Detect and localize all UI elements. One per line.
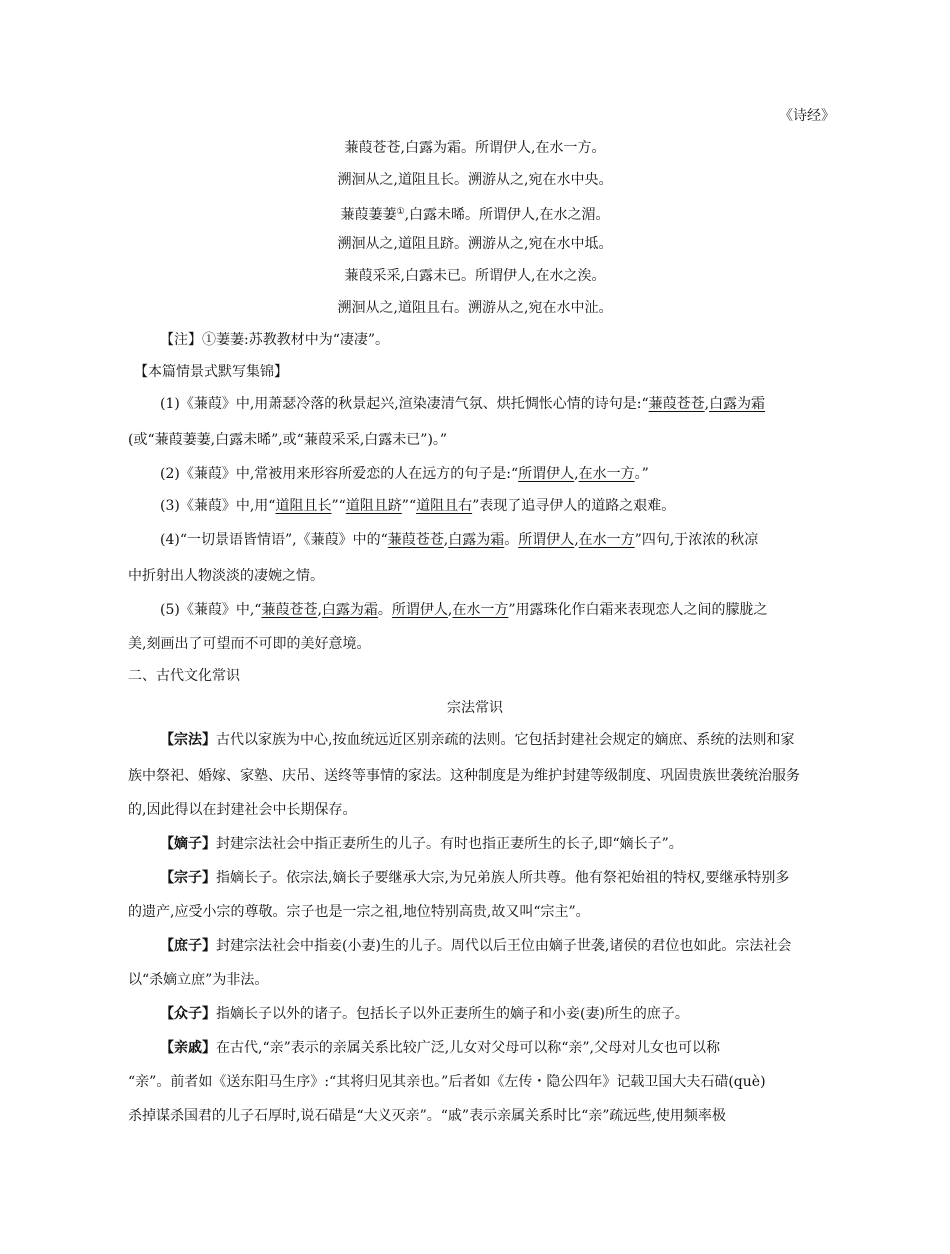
term-zhongzi: 【众子】指嫡长子以外的诸子。包括长子以外正妻所生的嫡子和小妾(妻)所生的庶子。 [160,1006,689,1022]
collection-title: 【本篇情景式默写集锦】 [134,364,288,380]
question-2: (2)《蒹葭》中,常被用来形容所爱恋的人在远方的句子是:“所谓伊人,在水一方。” [160,466,649,482]
section-heading: 二、古代文化常识 [128,668,240,684]
question-5: (5)《蒹葭》中,“蒹葭苍苍,白露为霜。所谓伊人,在水一方”用露珠化作白霜来表现恋人之间的朦胧之 [160,602,768,618]
term-qinqi: 【亲戚】在古代,“亲”表示的亲属关系比较广泛,儿女对父母可以称“亲”,父母对儿女也可以称 [160,1040,720,1056]
term-qinqi-cont: “亲”。前者如《送东阳马生序》:“其将归见其亲也。”后者如《左传・隐公四年》记载卫国大夫石碏(què) [128,1074,766,1090]
term-shuzi: 【庶子】封建宗法社会中指妾(小妻)生的儿子。周代以后王位由嫡子世袭,诸侯的君位也如此。宗法社会 [160,938,792,954]
term-zongfa: 【宗法】古代以家族为中心,按血统远近区别亲疏的法则。它包括封建社会规定的嫡庶、系统的法则和家 [160,732,795,748]
poem-line: 蒹葭萋萋①,白露未晞。所谓伊人,在水之湄。 [340,207,610,223]
poem-line: 溯洄从之,道阻且跻。溯游从之,宛在水中坻。 [337,236,613,252]
question-5-cont: 美,刻画出了可望而不可即的美好意境。 [128,636,371,652]
term-zongfa-cont: 族中祭祀、婚嫁、家塾、庆吊、送终等事情的家法。这种制度是为维护封建等级制度、巩固贵族世袭统治服务 [128,768,800,784]
question-3: (3)《蒹葭》中,用“道阻且长”“道阻且跻”“道阻且右”表现了追寻伊人的道路之艰难。 [160,498,676,514]
term-zongzi: 【宗子】指嫡长子。依宗法,嫡长子要继承大宗,为兄弟族人所共尊。他有祭祀始祖的特权,要继承特别多 [160,870,790,886]
term-shuzi-cont: 以“杀嫡立庶”为非法。 [128,972,269,988]
term-qinqi-cont: 杀掉谋杀国君的儿子石厚时,说石碏是“大义灭亲”。“戚”表示亲属关系时比“亲”疏远些,使用频率极 [128,1108,726,1124]
term-zongzi-cont: 的遗产,应受小宗的尊敬。宗子也是一宗之祖,地位特别高贵,故又叫“宗主”。 [128,904,590,920]
term-dizi: 【嫡子】封建宗法社会中指正妻所生的儿子。有时也指正妻所生的长子,即“嫡长子”。 [160,836,683,852]
term-zongfa-cont: 的,因此得以在封建社会中长期保存。 [128,802,357,818]
poem-line: 溯洄从之,道阻且长。溯游从之,宛在水中央。 [337,172,613,188]
question-4: (4)“一切景语皆情语”,《蒹葭》中的“蒹葭苍苍,白露为霜。所谓伊人,在水一方”四句,于浓浓的秋凉 [160,532,759,548]
section-subtitle: 宗法常识 [447,700,503,716]
poem-line: 蒹葭苍苍,白露为霜。所谓伊人,在水一方。 [344,140,606,156]
poem-line: 蒹葭采采,白露未已。所谓伊人,在水之涘。 [344,268,606,284]
question-1: (1)《蒹葭》中,用萧瑟冷落的秋景起兴,渲染凄清气氛、烘托惆怅心情的诗句是:“蒹葭苍苍,白露为霜 [160,396,766,412]
poem-line: 溯洄从之,道阻且右。溯游从之,宛在水中沚。 [337,300,613,316]
poem-source: 《诗经》 [779,108,835,124]
question-1-cont: (或“蒹葭萋萋,白露未晞”,或“蒹葭采采,白露未已”)。” [128,432,448,448]
question-4-cont: 中折射出人物淡淡的凄婉之情。 [128,568,324,584]
footnote-marker: ① [396,207,405,217]
poem-note: 【注】①萋萋:苏教教材中为“凄凄”。 [160,332,390,348]
